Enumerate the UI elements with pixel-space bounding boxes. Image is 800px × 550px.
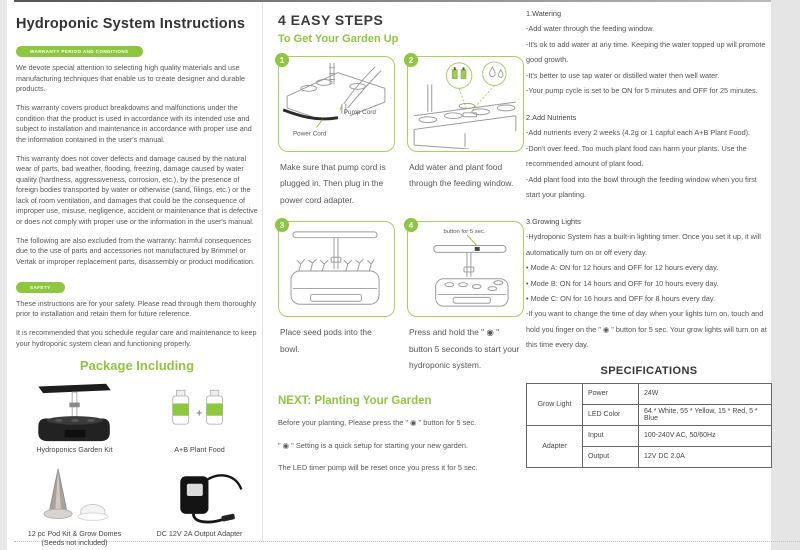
growing-lights-bullet: -If you want to change the time of day when your lights turn on, touch and hold you finger on the " ◉ " button for 5 sec. Your grow lights will turn on at this time every day. [526, 309, 767, 350]
package-grid [16, 377, 258, 547]
watering-bullet: -It's ok to add water at any time. Keeping the water topped up will promote good growth. [526, 39, 766, 65]
step-1-card [278, 56, 395, 152]
spec-label: Power [583, 383, 639, 404]
next-planting-line: The LED timer pump will be reset once you press it for 5 sec. [278, 463, 478, 473]
step-4-card [407, 221, 524, 317]
page-top-rule [14, 0, 771, 2]
pod-kit-image [16, 461, 133, 527]
package-item-caption: A+B Plant Food [174, 445, 225, 455]
adapter-image [141, 461, 258, 527]
step-2-caption: Add water and plant food through the feeding window. [409, 162, 514, 189]
watering-section [526, 6, 772, 99]
safety-paragraph: These instructions are for your safety. Please read through them thoroughly prior to installation and retain them for future reference. [16, 298, 256, 319]
step-2-card [407, 56, 524, 152]
spec-group-grow-light: Grow Light [527, 383, 583, 425]
spec-group-adapter: Adapter [527, 425, 583, 467]
step-1-caption: Make sure that pump cord is plugged in. Then plug in the power cord adapter. [280, 162, 386, 205]
step-1-illustration [281, 59, 391, 149]
svg-text:Power Cord: Power Cord [292, 130, 327, 138]
step-2-number: 2 [404, 53, 418, 67]
page-left-edge [0, 0, 7, 550]
page-right-edge [771, 0, 800, 550]
package-including-title: Package Including [79, 358, 195, 374]
package-item-caption: Hydroponics Garden Kit [36, 445, 113, 455]
warranty-paragraph: We devote special attention to selecting high quality materials and use manufacturing techniques that enable us to create designer and durable products. [16, 63, 245, 94]
package-item-garden-kit [16, 377, 133, 454]
warranty-paragraph: The following are also excluded from the warranty: harmful consequences due to the use of parts and accessories not manufactured by Brimmel or Vertak or improper replacement parts, disassembly or product modification. [16, 235, 255, 266]
table-row [527, 425, 772, 446]
package-item-pod-kit [16, 461, 133, 548]
svg-text:button for 5 sec.: button for 5 sec. [443, 228, 486, 235]
left-column [16, 8, 258, 547]
package-item-caption: DC 12V 2A Output Adapter [156, 528, 243, 538]
package-item-caption: 12 pc Pod Kit & Grow Domes (Seeds not included) [27, 528, 122, 548]
spec-value: 24W [639, 383, 772, 404]
nutrients-bullet: -Add plant food into the bowl through the feeding window when you first start your planting. [526, 174, 757, 200]
nutrients-bullet: -Don't over feed. Too much plant food can harm your plants. Use the recommended amount of plant food. [526, 143, 747, 169]
step-3-illustration [281, 224, 391, 314]
spec-value: 12V DC 2.0A [639, 446, 772, 467]
next-planting-section [278, 395, 524, 472]
specifications-section [526, 365, 772, 468]
specifications-title: SPECIFICATIONS [600, 364, 698, 377]
step-3-caption: Place seed pods into the bowl. [280, 327, 372, 354]
watering-bullet: -It's better to use tap water or distilled water then well water. [526, 70, 720, 80]
safety-paragraph: It is recommended that you schedule regular care and maintenance to keep your hydroponic system clean and functioning properly. [16, 328, 257, 348]
package-item-adapter [141, 461, 258, 548]
step-3-number: 3 [275, 218, 289, 232]
growing-lights-section [526, 214, 772, 353]
watering-bullet: -Your pump cycle is set to be ON for 5 minutes and OFF for 25 minutes. [526, 86, 758, 96]
spec-label: Input [583, 425, 639, 446]
growing-lights-bullet: • Mode A: ON for 12 hours and OFF for 12 hours every day. [526, 263, 719, 273]
svg-text:Pump Cord: Pump Cord [343, 108, 376, 116]
steps-grid [278, 56, 524, 386]
svg-text:+: + [195, 408, 202, 420]
next-planting-line: " ◉ " Setting is a quick setup for starting your new garden. [278, 440, 468, 450]
growing-lights-bullet: • Mode C: ON for 16 hours and OFF for 8 hours every day. [526, 293, 715, 303]
nutrients-title: 2.Add Nutrients [526, 112, 577, 122]
step-4-number: 4 [404, 218, 418, 232]
nutrients-bullet: -Add nutrients every 2 weeks (4.2g or 1 capful each A+B Plant Food). [526, 128, 751, 138]
next-planting-title: NEXT: Planting Your Garden [278, 395, 432, 408]
step-4-illustration [410, 224, 520, 314]
step-3-card [278, 221, 395, 317]
watering-bullet: -Add water through the feeding window. [526, 24, 655, 34]
growing-lights-bullet: • Mode B: ON for 14 hours and OFF for 10 hours every day. [526, 278, 719, 288]
easy-steps-heading: 4 EASY STEPS [278, 12, 384, 28]
warranty-paragraph: This warranty covers product breakdowns and malfunctions under the condition that the product is used in accordance with its intended use and subject to installation and maintenance in accordance with proper use and the information contained in the user's manual. [16, 103, 252, 144]
middle-column [278, 4, 524, 486]
growing-lights-title: 3.Growing Lights [526, 216, 581, 226]
plant-food-image [141, 377, 258, 443]
safety-badge: SAFETY [16, 282, 65, 293]
step-1-number: 1 [275, 53, 289, 67]
garden-kit-image [16, 377, 133, 443]
table-row [527, 383, 772, 404]
easy-steps-subheading: To Get Your Garden Up [278, 33, 399, 45]
package-item-plant-food [141, 377, 258, 454]
column-divider [262, 2, 263, 542]
nutrients-section [526, 110, 772, 203]
step-4-caption: Press and hold the " ◉ " button 5 seconds to start your hydroponic system. [409, 327, 520, 370]
right-column [526, 6, 772, 468]
specifications-table [526, 383, 772, 468]
spec-label: LED Color [583, 404, 639, 425]
warranty-badge: WARRANTY PERIOD AND CONDITIONS [16, 46, 143, 57]
growing-lights-bullet: -Hydroponic System has a built-in lighting timer. Once you set it up, it will automatically turn on or off every day. [526, 232, 761, 257]
watering-title: 1.Watering [526, 9, 562, 18]
spec-value: 100-240V AC, 50/60Hz [639, 425, 772, 446]
warranty-paragraph: This warranty does not cover defects and damage caused by the natural wear of parts, bad weather, flooding, freezing, damage caused by water quality (hardness, aggressiveness, corrosion, etc.), by the presence of foreign bodies transported by water or otherwise (sand, filings, etc.) or the lack of room ventilation, and damages that could be the consequence of improper use, misuse, negligence, accident or maintenance that is defective or does not comply with proper use or the information in the user's manual. [16, 153, 258, 226]
spec-value: 64 * White, 55 * Yellow, 15 * Red, 5 * Blue [639, 404, 772, 425]
spec-label: Output [583, 446, 639, 467]
step-2-illustration [410, 59, 520, 149]
page-title: Hydroponic System Instructions [16, 16, 246, 32]
next-planting-line: Before your planting, Please press the " ◉ " button for 5 sec. [278, 418, 477, 428]
